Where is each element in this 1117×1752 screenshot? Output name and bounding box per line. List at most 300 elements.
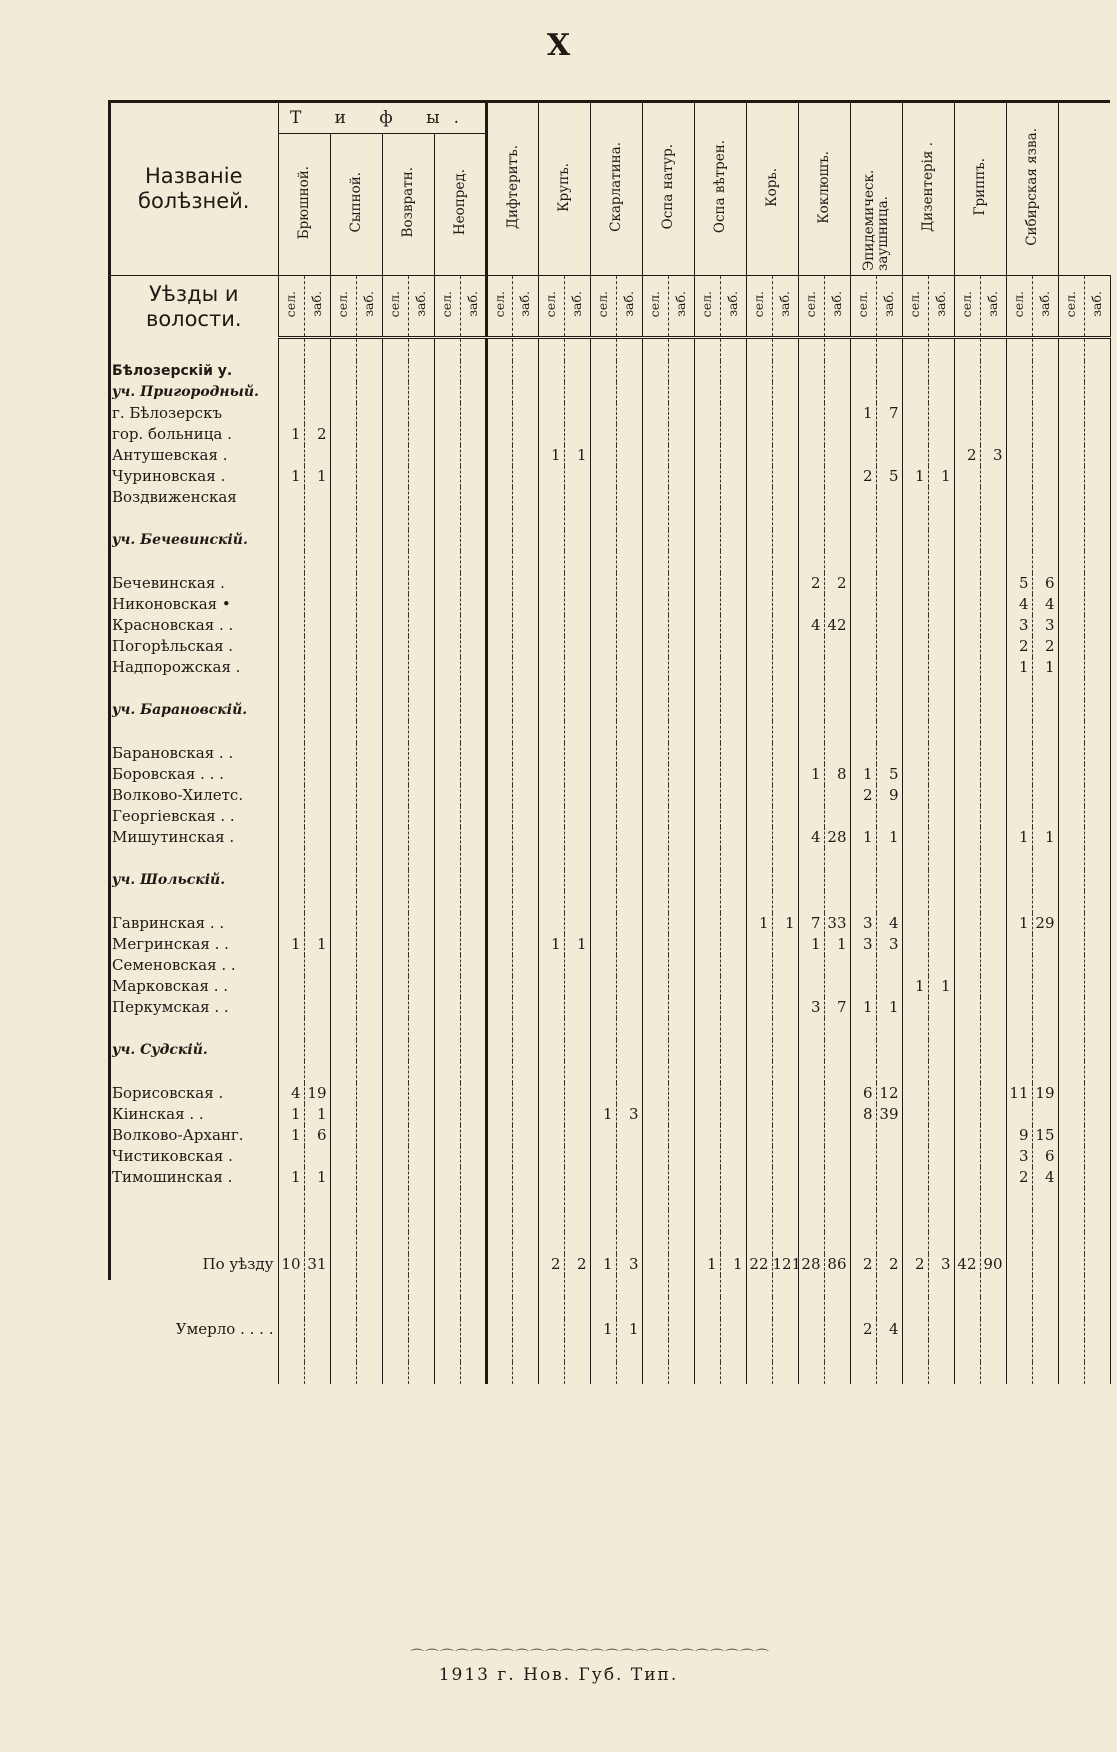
cell-value	[954, 1018, 980, 1040]
cell-value	[876, 424, 902, 445]
cell-value	[434, 445, 460, 466]
cell-value	[616, 1275, 642, 1297]
row-label: уч. Пригородный.	[110, 382, 278, 403]
cell-value	[746, 1362, 772, 1384]
subheader-zab: заб.	[304, 276, 330, 338]
cell-value	[928, 382, 954, 403]
header-disease-5: Корь.	[746, 102, 798, 276]
cell-value	[304, 1210, 330, 1232]
cell-value	[330, 1146, 356, 1167]
cell-value	[1006, 997, 1032, 1018]
cell-value	[304, 1275, 330, 1297]
cell-value	[564, 678, 590, 700]
cell-value	[928, 487, 954, 508]
cell-value	[720, 1297, 746, 1319]
row-label: Волково-Арханг.	[110, 1125, 278, 1146]
cell-value	[902, 1297, 928, 1319]
cell-value: 15	[1032, 1125, 1058, 1146]
cell-value	[642, 848, 668, 870]
cell-value	[1006, 1210, 1032, 1232]
cell-value	[902, 764, 928, 785]
cell-value	[408, 1319, 434, 1340]
cell-value	[304, 403, 330, 424]
cell-value	[798, 1146, 824, 1167]
cell-value	[694, 955, 720, 976]
row-label	[110, 721, 278, 743]
cell-value	[642, 573, 668, 594]
cell-value	[486, 678, 512, 700]
cell-value: 1	[304, 934, 330, 955]
cell-value	[1084, 1254, 1110, 1275]
cell-value	[980, 1340, 1006, 1362]
cell-value	[330, 721, 356, 743]
cell-value	[954, 997, 980, 1018]
cell-value	[278, 487, 304, 508]
cell-value	[278, 721, 304, 743]
cell-value	[538, 955, 564, 976]
cell-value	[356, 1083, 382, 1104]
cell-value	[798, 361, 824, 382]
cell-value	[1058, 1319, 1084, 1340]
cell-value	[278, 1040, 304, 1061]
cell-value	[356, 700, 382, 721]
cell-value	[954, 1040, 980, 1061]
cell-value	[850, 1125, 876, 1146]
cell-value	[564, 1297, 590, 1319]
cell-value	[642, 1018, 668, 1040]
cell-value	[720, 530, 746, 551]
cell-value	[356, 1232, 382, 1254]
row-label: Антушевская .	[110, 445, 278, 466]
cell-value	[486, 403, 512, 424]
cell-value	[720, 785, 746, 806]
cell-value	[304, 361, 330, 382]
cell-value	[512, 806, 538, 827]
cell-value	[564, 1061, 590, 1083]
cell-value	[902, 657, 928, 678]
cell-value	[772, 657, 798, 678]
cell-value	[356, 573, 382, 594]
cell-value	[876, 445, 902, 466]
cell-value	[538, 487, 564, 508]
cell-value	[902, 1040, 928, 1061]
cell-value	[460, 997, 486, 1018]
cell-value	[382, 615, 408, 636]
cell-value	[1084, 976, 1110, 997]
row-label: Перкумская . .	[110, 997, 278, 1018]
cell-value	[460, 1061, 486, 1083]
cell-value	[382, 955, 408, 976]
cell-value	[512, 1018, 538, 1040]
cell-value	[304, 764, 330, 785]
cell-value	[564, 891, 590, 913]
cell-value	[434, 551, 460, 573]
cell-value	[304, 636, 330, 657]
cell-value	[642, 1188, 668, 1210]
cell-value	[330, 1167, 356, 1188]
cell-value	[1084, 806, 1110, 827]
cell-value	[460, 764, 486, 785]
cell-value	[382, 1232, 408, 1254]
cell-value	[512, 615, 538, 636]
cell-value: 1	[278, 1104, 304, 1125]
cell-value	[512, 1340, 538, 1362]
cell-value	[278, 1275, 304, 1297]
cell-value	[668, 382, 694, 403]
cell-value	[304, 806, 330, 827]
cell-value	[434, 743, 460, 764]
cell-value	[564, 508, 590, 530]
cell-value	[1006, 1040, 1032, 1061]
cell-value	[720, 1167, 746, 1188]
cell-value	[850, 806, 876, 827]
cell-value	[1084, 848, 1110, 870]
cell-value: 8	[850, 1104, 876, 1125]
cell-value	[278, 551, 304, 573]
cell-value	[928, 551, 954, 573]
cell-value	[954, 615, 980, 636]
cell-value	[720, 1275, 746, 1297]
cell-value	[590, 466, 616, 487]
cell-value	[928, 1104, 954, 1125]
cell-value	[746, 424, 772, 445]
cell-value	[798, 1083, 824, 1104]
cell-value	[330, 976, 356, 997]
cell-value	[980, 361, 1006, 382]
cell-value	[720, 1040, 746, 1061]
cell-value	[798, 870, 824, 891]
cell-value	[564, 743, 590, 764]
cell-value	[1006, 1232, 1032, 1254]
cell-value	[928, 1167, 954, 1188]
cell-value	[564, 1040, 590, 1061]
cell-value	[772, 1188, 798, 1210]
cell-value	[980, 1083, 1006, 1104]
header-disease-8: Дизентерія .	[902, 102, 954, 276]
cell-value	[980, 1232, 1006, 1254]
cell-value	[876, 891, 902, 913]
cell-value: 1	[278, 1167, 304, 1188]
cell-value	[512, 1125, 538, 1146]
cell-value	[928, 636, 954, 657]
cell-value	[304, 530, 330, 551]
row-label	[110, 1275, 278, 1297]
cell-value: 2	[902, 1254, 928, 1275]
cell-value	[512, 827, 538, 848]
cell-value	[824, 1167, 850, 1188]
row-label: Борисовская .	[110, 1083, 278, 1104]
cell-value	[902, 1018, 928, 1040]
cell-value	[278, 891, 304, 913]
cell-value	[746, 1210, 772, 1232]
cell-value	[486, 913, 512, 934]
cell-value	[1032, 997, 1058, 1018]
cell-value	[824, 657, 850, 678]
cell-value	[460, 361, 486, 382]
cell-value	[1058, 721, 1084, 743]
cell-value	[746, 1188, 772, 1210]
cell-value	[642, 657, 668, 678]
cell-value	[980, 1061, 1006, 1083]
cell-value	[512, 1232, 538, 1254]
cell-value	[330, 1125, 356, 1146]
cell-value	[798, 1167, 824, 1188]
cell-value: 86	[824, 1254, 850, 1275]
cell-value	[330, 1275, 356, 1297]
cell-value	[902, 551, 928, 573]
cell-value: 1	[876, 997, 902, 1018]
cell-value	[642, 721, 668, 743]
row-label: Мегринская . .	[110, 934, 278, 955]
cell-value	[824, 1210, 850, 1232]
cell-value	[902, 1146, 928, 1167]
cell-value	[538, 913, 564, 934]
cell-value	[512, 466, 538, 487]
cell-value	[876, 1146, 902, 1167]
row-label: Барановская . .	[110, 743, 278, 764]
cell-value	[772, 743, 798, 764]
cell-value	[746, 1340, 772, 1362]
cell-value	[330, 913, 356, 934]
cell-value	[642, 636, 668, 657]
cell-value	[694, 424, 720, 445]
cell-value	[590, 997, 616, 1018]
cell-value	[954, 891, 980, 913]
cell-value	[304, 1340, 330, 1362]
cell-value	[564, 636, 590, 657]
cell-value	[668, 721, 694, 743]
cell-value	[902, 338, 928, 362]
cell-value	[278, 1340, 304, 1362]
cell-value	[850, 551, 876, 573]
cell-value	[980, 934, 1006, 955]
cell-value: 2	[1032, 636, 1058, 657]
cell-value	[928, 615, 954, 636]
cell-value	[720, 721, 746, 743]
cell-value	[1006, 551, 1032, 573]
cell-value	[278, 827, 304, 848]
cell-value: 3	[850, 913, 876, 934]
cell-value	[564, 361, 590, 382]
cell-value	[1058, 508, 1084, 530]
cell-value	[850, 870, 876, 891]
cell-value	[616, 1210, 642, 1232]
cell-value	[1032, 1104, 1058, 1125]
row-label	[110, 678, 278, 700]
cell-value	[902, 1083, 928, 1104]
subheader-zab: заб.	[1032, 276, 1058, 338]
cell-value	[1032, 382, 1058, 403]
cell-value	[954, 913, 980, 934]
cell-value	[616, 913, 642, 934]
cell-value	[538, 573, 564, 594]
cell-value	[720, 1210, 746, 1232]
cell-value	[1032, 1297, 1058, 1319]
cell-value	[694, 764, 720, 785]
cell-value	[330, 955, 356, 976]
cell-value: 1	[824, 934, 850, 955]
cell-value	[668, 1104, 694, 1125]
cell-value	[356, 913, 382, 934]
cell-value	[278, 338, 304, 362]
cell-value	[798, 976, 824, 997]
header-disease-name: Названіе болѣзней.	[110, 102, 278, 276]
cell-value	[772, 508, 798, 530]
subheader-sel: сел.	[382, 276, 408, 338]
cell-value	[590, 1210, 616, 1232]
cell-value	[460, 891, 486, 913]
subheader-sel: сел.	[590, 276, 616, 338]
cell-value	[1058, 1297, 1084, 1319]
header-disease-9: Гриппъ.	[954, 102, 1006, 276]
cell-value	[278, 573, 304, 594]
cell-value	[564, 530, 590, 551]
cell-value	[772, 382, 798, 403]
cell-value	[304, 721, 330, 743]
cell-value	[434, 827, 460, 848]
cell-value	[1084, 1083, 1110, 1104]
cell-value	[616, 848, 642, 870]
cell-value	[486, 1254, 512, 1275]
cell-value	[1084, 870, 1110, 891]
cell-value	[278, 445, 304, 466]
subheader-sel: сел.	[850, 276, 876, 338]
cell-value	[1032, 934, 1058, 955]
cell-value	[642, 1125, 668, 1146]
cell-value	[616, 445, 642, 466]
disease-table	[110, 100, 1104, 1384]
cell-value	[746, 997, 772, 1018]
cell-value	[1006, 700, 1032, 721]
cell-value	[772, 721, 798, 743]
cell-value	[902, 785, 928, 806]
cell-value	[746, 1275, 772, 1297]
cell-value	[1032, 1319, 1058, 1340]
cell-value	[720, 678, 746, 700]
header-disease-7: Эпидемическ. заушница.	[850, 102, 902, 276]
cell-value: 7	[798, 913, 824, 934]
cell-value	[538, 508, 564, 530]
cell-value	[330, 615, 356, 636]
cell-value	[850, 338, 876, 362]
row-label	[110, 1018, 278, 1040]
cell-value	[278, 1146, 304, 1167]
cell-value	[616, 1297, 642, 1319]
cell-value	[694, 530, 720, 551]
cell-value: 1	[590, 1319, 616, 1340]
cell-value	[616, 1232, 642, 1254]
cell-value	[460, 382, 486, 403]
cell-value	[512, 1146, 538, 1167]
cell-value	[720, 594, 746, 615]
cell-value	[356, 361, 382, 382]
cell-value	[1032, 743, 1058, 764]
cell-value	[824, 508, 850, 530]
cell-value	[356, 1210, 382, 1232]
cell-value	[1084, 700, 1110, 721]
cell-value	[1032, 891, 1058, 913]
cell-value	[460, 785, 486, 806]
cell-value	[980, 530, 1006, 551]
cell-value	[902, 1104, 928, 1125]
cell-value	[304, 743, 330, 764]
cell-value	[382, 806, 408, 827]
subheader-zab: заб.	[356, 276, 382, 338]
cell-value	[694, 1297, 720, 1319]
cell-value	[642, 678, 668, 700]
cell-value: 90	[980, 1254, 1006, 1275]
cell-value: 3	[798, 997, 824, 1018]
cell-value	[486, 1319, 512, 1340]
cell-value	[564, 827, 590, 848]
cell-value	[460, 573, 486, 594]
statistics-table	[110, 100, 1111, 1384]
cell-value	[902, 891, 928, 913]
cell-value	[616, 1188, 642, 1210]
cell-value	[1084, 1362, 1110, 1384]
cell-value	[486, 382, 512, 403]
cell-value	[590, 1232, 616, 1254]
cell-value	[694, 934, 720, 955]
cell-value	[850, 594, 876, 615]
cell-value: 2	[876, 1254, 902, 1275]
cell-value	[720, 913, 746, 934]
cell-value	[382, 530, 408, 551]
cell-value	[278, 913, 304, 934]
cell-value	[616, 785, 642, 806]
cell-value	[746, 615, 772, 636]
cell-value	[460, 1232, 486, 1254]
table-row	[110, 827, 1110, 848]
cell-value	[798, 424, 824, 445]
cell-value	[746, 764, 772, 785]
cell-value	[824, 1018, 850, 1040]
cell-value	[408, 1232, 434, 1254]
footer-ornament: ⌒⌒⌒⌒⌒⌒⌒⌒⌒⌒⌒⌒⌒⌒⌒⌒⌒⌒⌒⌒⌒⌒⌒⌒	[410, 1649, 770, 1665]
cell-value	[278, 530, 304, 551]
cell-value	[1084, 955, 1110, 976]
cell-value	[616, 806, 642, 827]
cell-value	[1058, 848, 1084, 870]
cell-value	[616, 743, 642, 764]
cell-value	[798, 891, 824, 913]
spacer-row	[110, 1018, 1110, 1040]
cell-value	[642, 508, 668, 530]
cell-value: 9	[876, 785, 902, 806]
cell-value	[798, 445, 824, 466]
cell-value	[902, 997, 928, 1018]
cell-value	[746, 530, 772, 551]
cell-value	[590, 403, 616, 424]
cell-value	[512, 785, 538, 806]
cell-value	[694, 870, 720, 891]
cell-value	[538, 1146, 564, 1167]
cell-value	[928, 1297, 954, 1319]
cell-value	[928, 997, 954, 1018]
cell-value	[720, 1362, 746, 1384]
cell-value	[642, 997, 668, 1018]
cell-value	[720, 976, 746, 997]
cell-value	[382, 827, 408, 848]
cell-value: 33	[824, 913, 850, 934]
cell-value	[382, 1340, 408, 1362]
cell-value	[538, 827, 564, 848]
cell-value	[720, 338, 746, 362]
cell-value	[980, 1040, 1006, 1061]
cell-value	[1006, 487, 1032, 508]
subheader-zab: заб.	[668, 276, 694, 338]
cell-value	[564, 466, 590, 487]
